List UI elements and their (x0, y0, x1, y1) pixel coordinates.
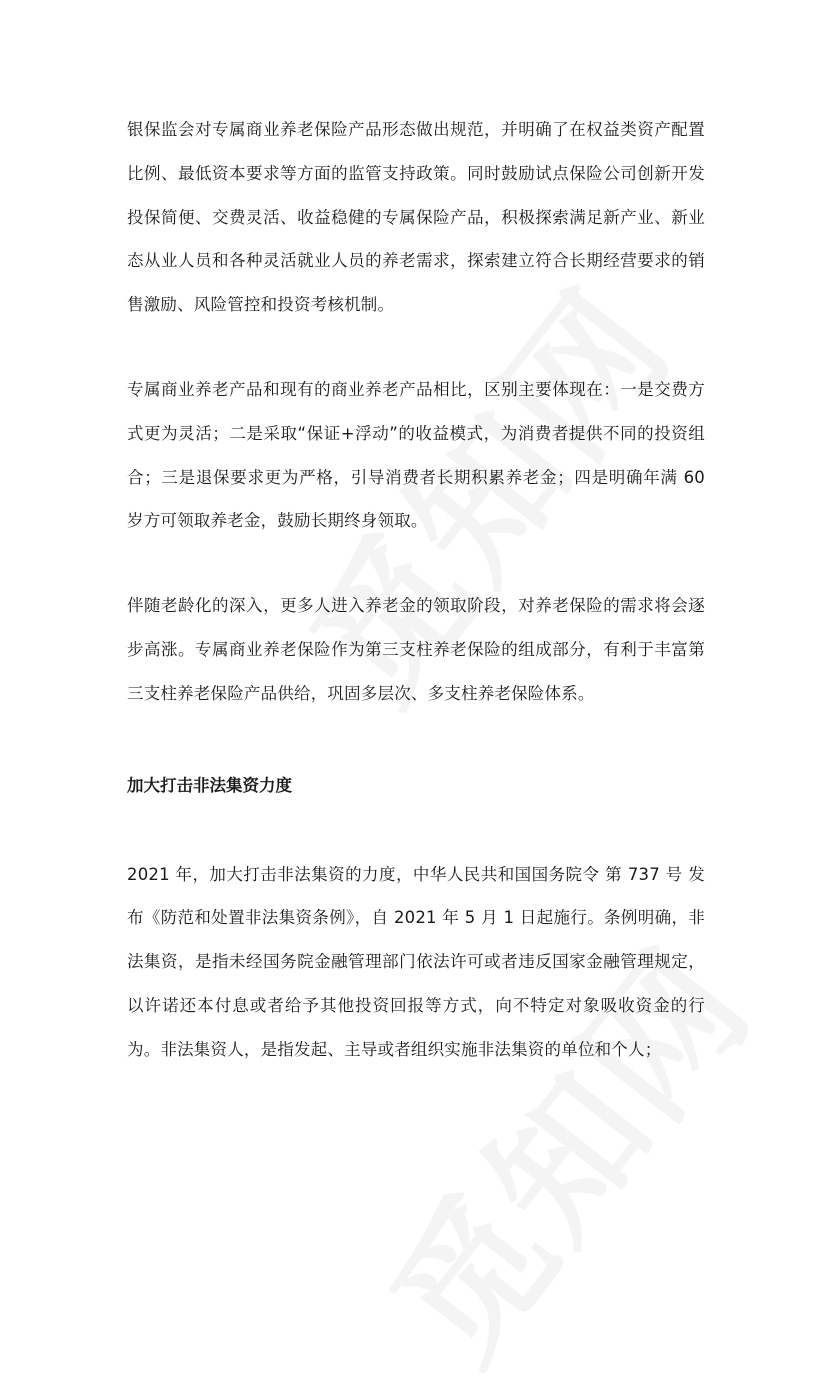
paragraph-product-comparison: 专属商业养老产品和现有的商业养老产品相比，区别主要体现在：一是交费方式更为灵活；二是采取“保证+浮动”的收益模式，为消费者提供不同的投资组合；三是退保要求更为严格，引导消费者长期积累养老金；四是明确年满 60 岁方可领取养老金，鼓励长期终身领取。 (127, 379, 705, 531)
document-body (127, 108, 705, 1072)
section-heading: 加大打击非法集资力度 (127, 775, 292, 795)
paragraph-aging: 伴随老龄化的深入，更多人进入养老金的领取阶段，对养老保险的需求将会逐步高涨。专属商业养老保险作为第三支柱养老保险的组成部分，有利于丰富第三支柱养老保险产品供给，巩固多层次、多支柱养老保险体系。 (127, 596, 705, 703)
paragraph-regulation: 银保监会对专属商业养老保险产品形态做出规范，并明确了在权益类资产配置比例、最低资本要求等方面的监管支持政策。同时鼓励试点保险公司创新开发投保简便、交费灵活、收益稳健的专属保险产品，积极探索满足新产业、新业态从业人员和各种灵活就业人员的养老需求，探索建立符合长期经营要求的销售激励、风险管控和投资考核机制。 (127, 120, 705, 315)
paragraph-illegal-fundraising: 2021 年，加大打击非法集资的力度，中华人民共和国国务院令 第 737 号 发布《防范和处置非法集资条例》，自 2021 年 5 月 1 日起施行。条例明确，非法集资，是指未经国务院金融管理部门依法许可或者违反国家金融管理规定，以许诺还本付息或者给予其他投资回报等方式，向不特定对象吸收资金的行为。非法集资人，是指发起、主导或者组织实施非法集资的单位和个人； (127, 864, 705, 1059)
